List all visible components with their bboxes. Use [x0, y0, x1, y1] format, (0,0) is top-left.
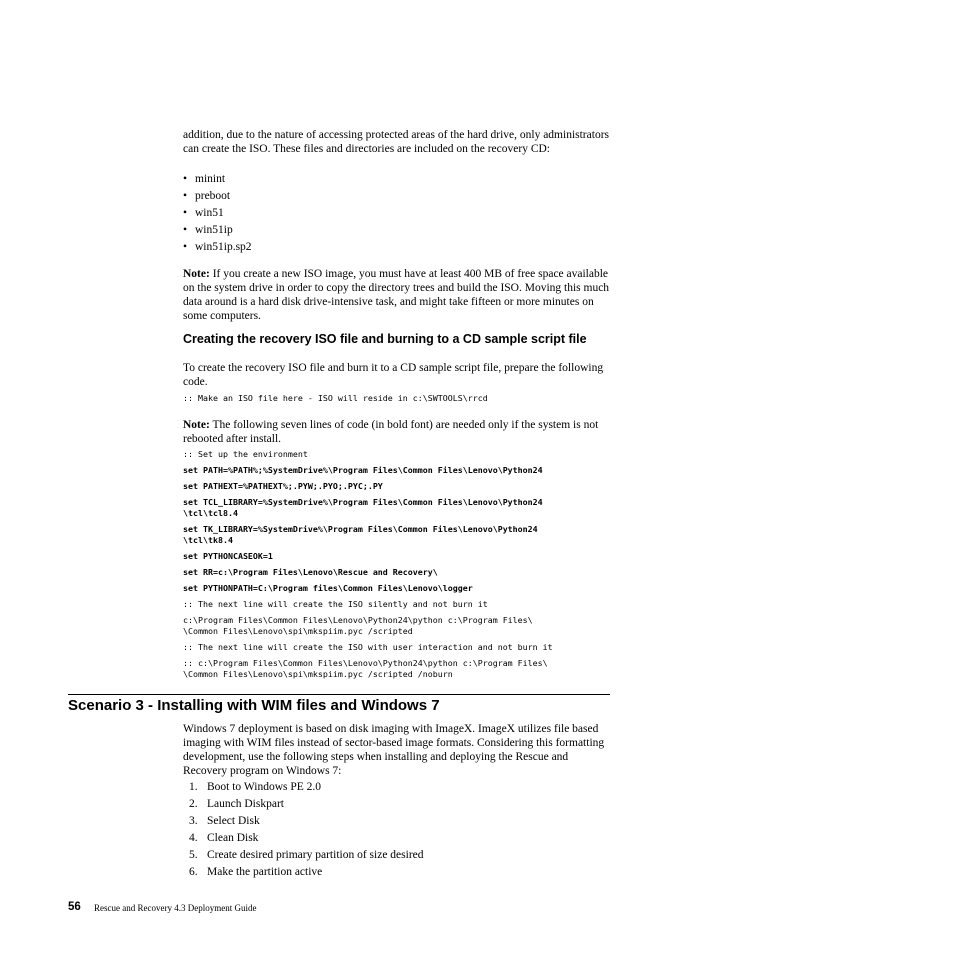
- code-line: set TK_LIBRARY=%SystemDrive%\Program Files\Common Files\Lenovo\Python24 \tcl\tk8.4: [183, 524, 538, 545]
- scenario-heading: Scenario 3 - Installing with WIM files and Windows 7: [68, 697, 440, 714]
- step-number: 5.: [189, 849, 198, 861]
- list-item: [183, 814, 424, 831]
- step-text: Clean Disk: [207, 832, 259, 844]
- bullet-icon: •: [183, 207, 188, 219]
- section-heading: Creating the recovery ISO file and burning to a CD sample script file: [183, 332, 587, 346]
- heading-rule: [68, 694, 610, 695]
- code-comment: :: The next line will create the ISO silently and not burn it: [183, 599, 488, 609]
- code-line: set RR=c:\Program Files\Lenovo\Rescue and Recovery\: [183, 567, 438, 577]
- list-item: [183, 865, 424, 882]
- code-line: set PYTHONCASEOK=1: [183, 551, 273, 561]
- step-text: Boot to Windows PE 2.0: [207, 781, 322, 793]
- step-text: Make the partition active: [207, 866, 323, 878]
- code-line: set PATH=%PATH%;%SystemDrive%\Program Files\Common Files\Lenovo\Python24: [183, 465, 543, 475]
- note-text: The following seven lines of code (in bold font) are needed only if the system is not rebooted after install.: [183, 419, 599, 445]
- code-line: :: c:\Program Files\Common Files\Lenovo\Python24\python c:\Program Files\ \Common Files\Lenovo\spi\mkspiim.pyc /scripted /noburn: [183, 658, 548, 679]
- list-item: • preboot: [183, 190, 231, 202]
- code-line: set TCL_LIBRARY=%SystemDrive%\Program Files\Common Files\Lenovo\Python24 \tcl\tcl8.4: [183, 497, 543, 518]
- intro-paragraph: addition, due to the nature of accessing protected areas of the hard drive, only administrators can create the ISO. These files and directories are included on the recovery CD:: [183, 129, 609, 155]
- code-comment: :: Make an ISO file here - ISO will reside in c:\SWTOOLS\rrcd: [183, 393, 488, 403]
- bullet-icon: •: [183, 190, 188, 202]
- steps-list: [183, 780, 424, 882]
- step-number: 2.: [189, 798, 198, 810]
- list-item: [183, 780, 424, 797]
- footer-book-title: Rescue and Recovery 4.3 Deployment Guide: [94, 903, 257, 913]
- recovery-items-list: [183, 172, 252, 257]
- step-text: Launch Diskpart: [207, 798, 284, 810]
- scenario-intro: Windows 7 deployment is based on disk imaging with ImageX. ImageX utilizes file based imaging with WIM files instead of sector-based image formats. Considering this formatting development, use the following steps when installing and deploying the Rescue and Recovery program on Windows 7:: [183, 723, 605, 777]
- step-number: 6.: [189, 866, 198, 878]
- step-number: 4.: [189, 832, 198, 844]
- note-label: Note:: [183, 419, 210, 431]
- bullet-icon: •: [183, 173, 188, 185]
- section-intro: To create the recovery ISO file and burn it to a CD sample script file, prepare the following code.: [183, 362, 604, 388]
- page-number: 56: [68, 901, 81, 913]
- list-item: • win51: [183, 207, 224, 219]
- note-text: If you create a new ISO image, you must have at least 400 MB of free space available on the system drive in order to copy the directory trees and build the ISO. Moving this much data around is a hard disk drive-intensive task, and might take fifteen or more minutes on some computers.: [183, 268, 610, 322]
- bullet-icon: •: [183, 224, 188, 236]
- step-number: 3.: [189, 815, 198, 827]
- list-item: [183, 797, 424, 814]
- note-label: Note:: [183, 268, 210, 280]
- step-text: Select Disk: [207, 815, 260, 827]
- list-item: [183, 848, 424, 865]
- step-number: 1.: [189, 781, 198, 793]
- list-item: • minint: [183, 173, 226, 185]
- code-line: set PYTHONPATH=C:\Program files\Common Files\Lenovo\logger: [183, 583, 473, 593]
- note-reboot: [183, 418, 613, 446]
- list-item: [183, 831, 424, 848]
- code-line: c:\Program Files\Common Files\Lenovo\Python24\python c:\Program Files\ \Common Files\Lenovo\spi\mkspiim.pyc /scripted: [183, 615, 533, 636]
- code-comment: :: Set up the environment: [183, 449, 308, 459]
- bullet-icon: •: [183, 241, 188, 253]
- step-text: Create desired primary partition of size desired: [207, 849, 424, 861]
- note-iso-space: [183, 267, 613, 323]
- code-line: set PATHEXT=%PATHEXT%;.PYW;.PYO;.PYC;.PY: [183, 481, 383, 491]
- list-item: • win51ip: [183, 224, 233, 236]
- code-comment: :: The next line will create the ISO with user interaction and not burn it: [183, 642, 553, 652]
- list-item: • win51ip.sp2: [183, 241, 252, 253]
